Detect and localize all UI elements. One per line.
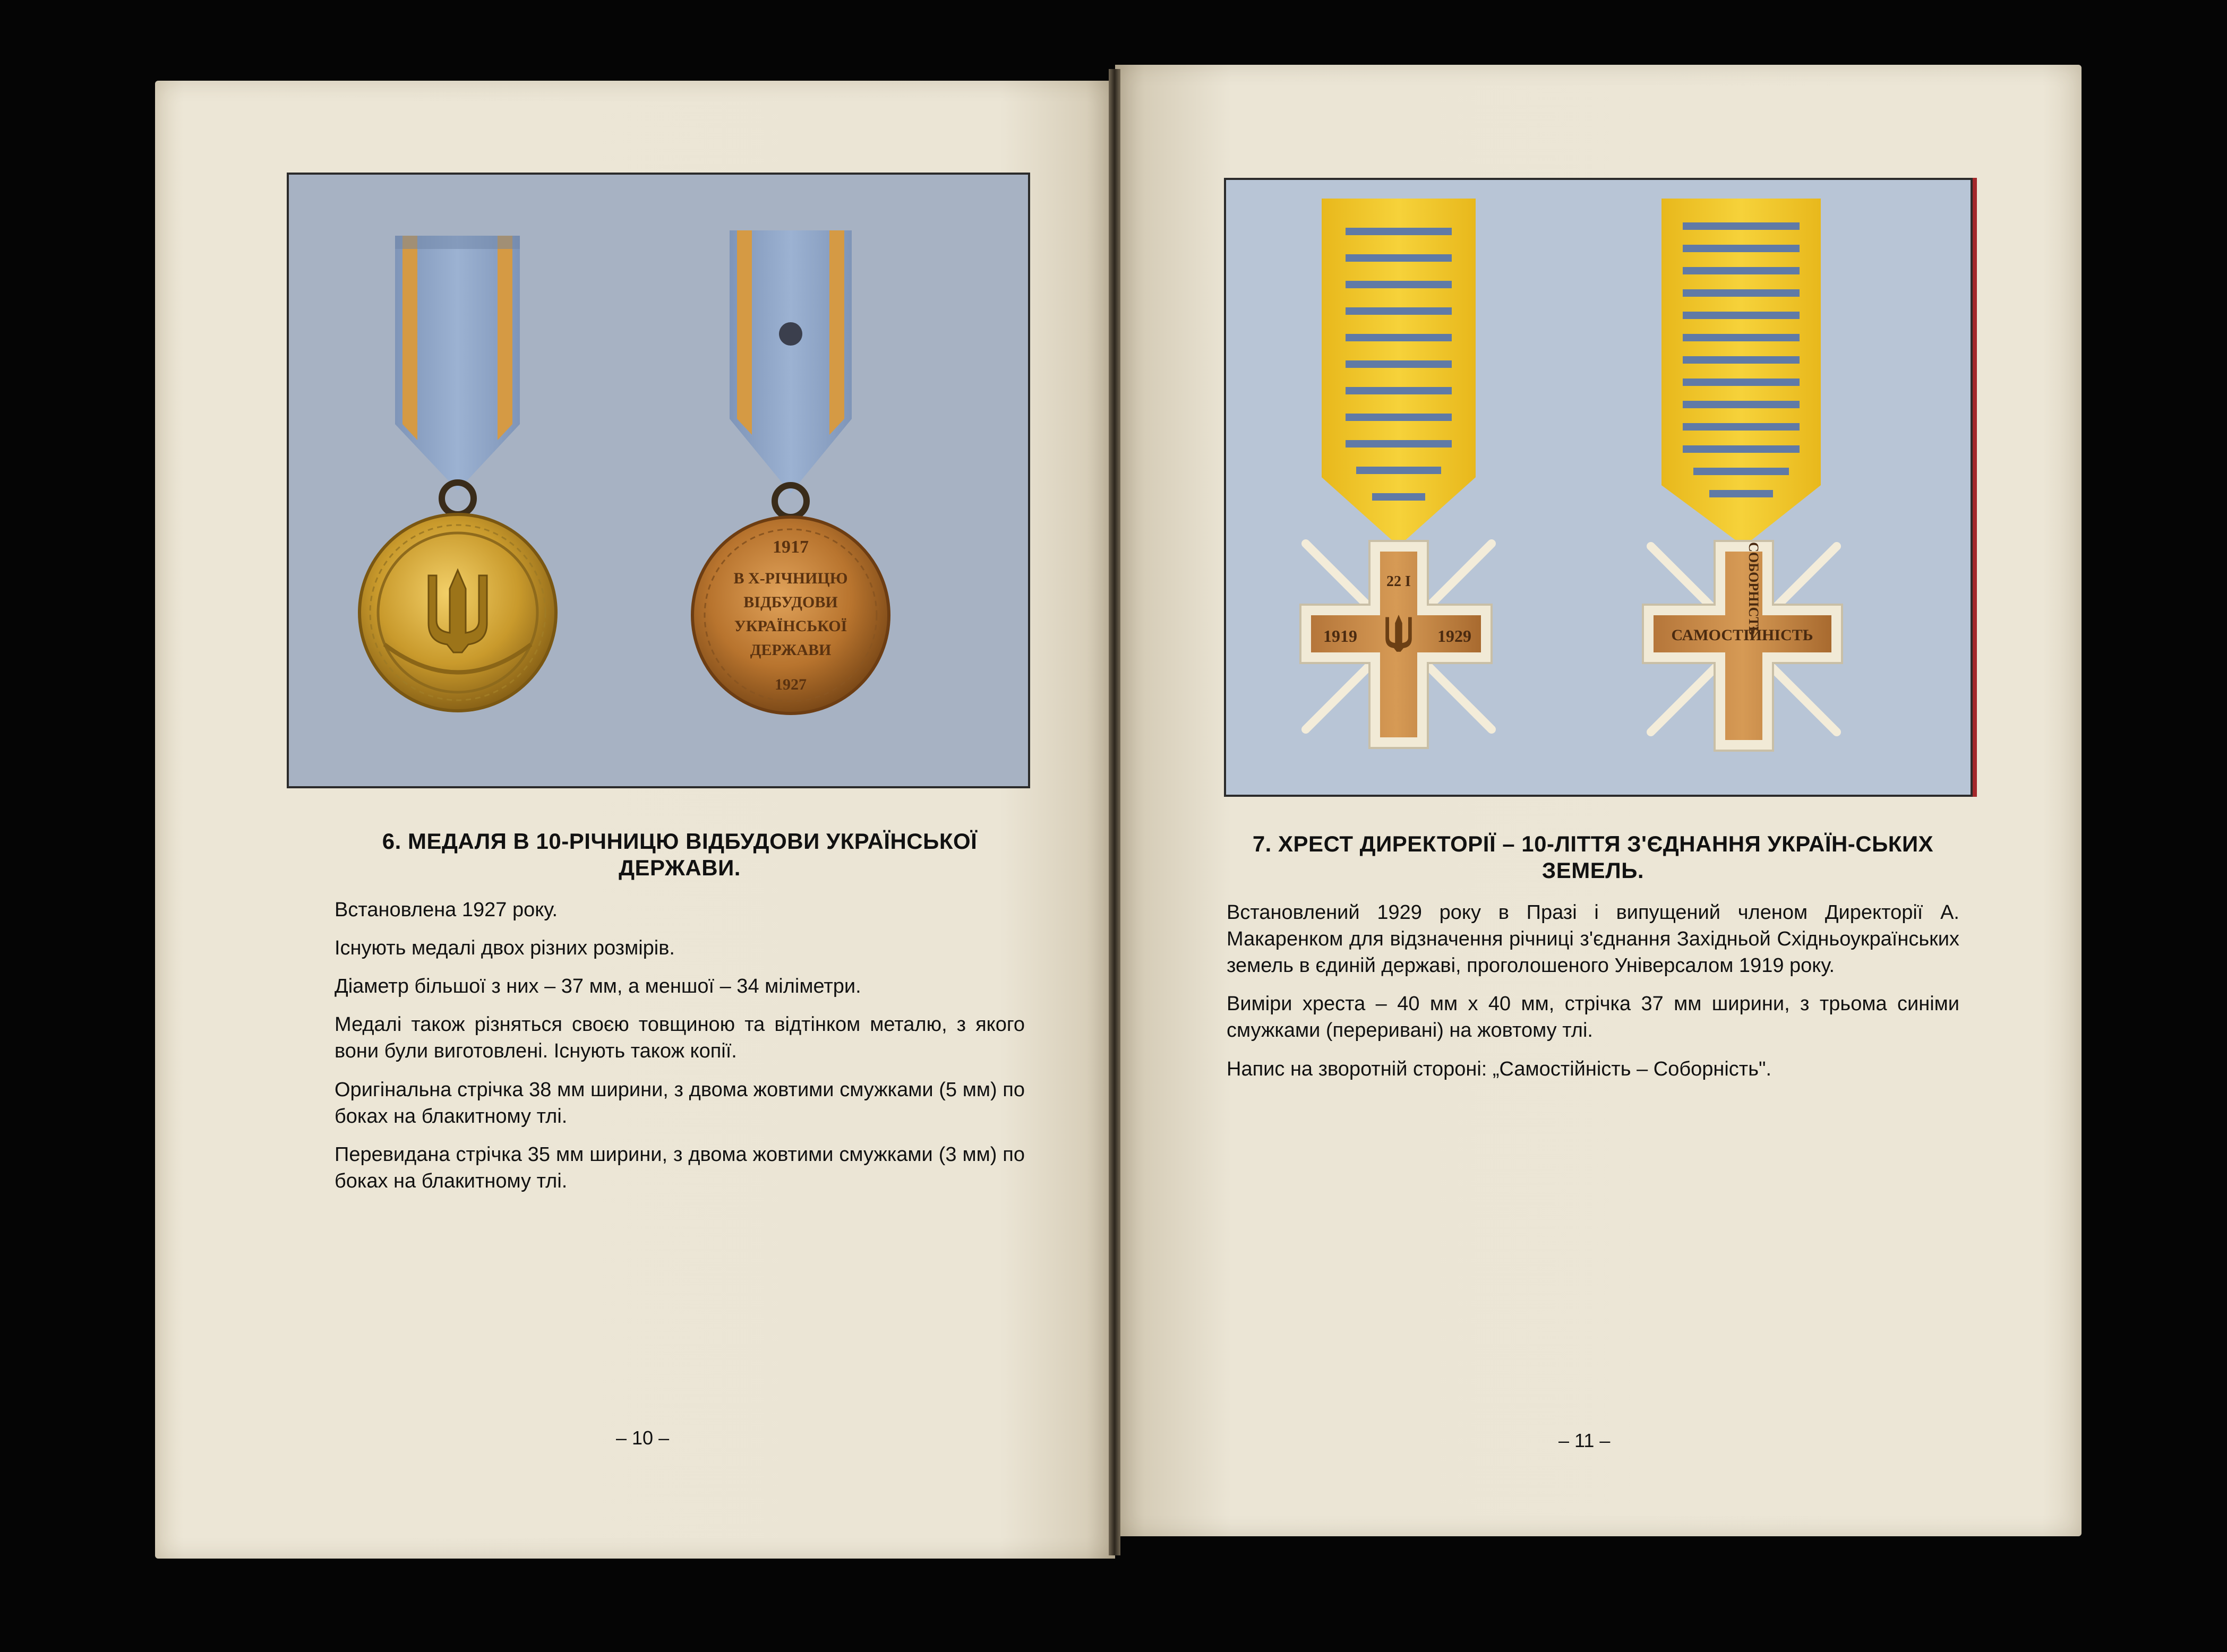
ribbon-hook	[779, 322, 802, 346]
inscription-line: ВІДБУДОВИ	[743, 593, 838, 611]
medal-photo	[287, 173, 1030, 788]
booklet-spine	[1109, 69, 1120, 1555]
right-caption	[1227, 831, 1959, 1094]
cross-ribbon-right	[1661, 199, 1821, 546]
trident-icon	[429, 570, 487, 652]
paragraph: Встановлена 1927 року.	[335, 898, 558, 921]
inscription-line: В Х-РІЧНИЦЮ	[733, 570, 848, 587]
page-number: – 10 –	[616, 1427, 670, 1449]
section-heading: 7. ХРЕСТ ДИРЕКТОРІЇ – 10-ЛІТТЯ З'ЄДНАННЯ УКРАЇН-СЬКИХ ЗЕМЕЛЬ.	[1252, 831, 1934, 883]
paragraph: Напис на зворотній стороні: „Самостійність – Соборність".	[1227, 1057, 1772, 1080]
cross-date-top: 22 I	[1386, 573, 1411, 590]
cross-reverse	[1643, 199, 1842, 751]
cross-photo	[1224, 178, 1973, 797]
page-number: – 11 –	[1558, 1430, 1611, 1451]
paragraph: Діаметр більшої з них – 37 мм, а меншої – 34 міліметри.	[335, 975, 861, 998]
left-caption	[335, 828, 1025, 1206]
medal-ribbon-left	[395, 236, 520, 491]
cross-motto-vertical: СОБОРНІСТЬ	[1746, 542, 1761, 635]
paragraph: Встановлений 1929 року в Празі і випущений членом Директорії А. Макаренком для відзначення річниці з'єднання Західньой Східньоукраїнських земель в єдиній державі, проголошеного Універсалом 1919 року.	[1227, 901, 1959, 977]
paragraph: Медалі також різняться своєю товщиною та відтінком металю, з якого вони були виготовлені. Існують також копії.	[335, 1013, 1025, 1063]
medal-ribbon-right	[730, 230, 852, 493]
cross-ribbon-left	[1322, 199, 1476, 546]
section-heading: 6. МЕДАЛЯ В 10-РІЧНИЦЮ ВІДБУДОВИ УКРАЇНСЬКОЇ ДЕРЖАВИ.	[382, 829, 978, 881]
cross-year-right: 1929	[1437, 626, 1471, 646]
cross-year-left: 1919	[1323, 626, 1357, 646]
cross-motto-horizontal: САМОСТІЙНІСТЬ	[1671, 626, 1813, 644]
paragraph: Оригінальна стрічка 38 мм ширини, з двома жовтими смужками (5 мм) по боках на блакитному тлі.	[335, 1078, 1025, 1128]
inscription-year-start: 1917	[773, 537, 809, 557]
medal-reverse	[692, 230, 889, 713]
paragraph: Існують медалі двох різних розмірів.	[335, 936, 675, 959]
cross-obverse	[1300, 199, 1492, 748]
inscription-year-end: 1927	[775, 676, 807, 693]
inscription-line: УКРАЇНСЬКОЇ	[734, 617, 847, 635]
inscription-line: ДЕРЖАВИ	[750, 641, 832, 659]
paragraph: Виміри хреста – 40 мм х 40 мм, стрічка 37 мм ширини, з трьома синіми смужками (переривані) на жовтому тлі.	[1227, 993, 1959, 1042]
paragraph: Перевидана стрічка 35 мм ширини, з двома жовтими смужками (3 мм) по боках на блакитному тлі.	[335, 1143, 1025, 1193]
medal-obverse	[359, 236, 556, 711]
